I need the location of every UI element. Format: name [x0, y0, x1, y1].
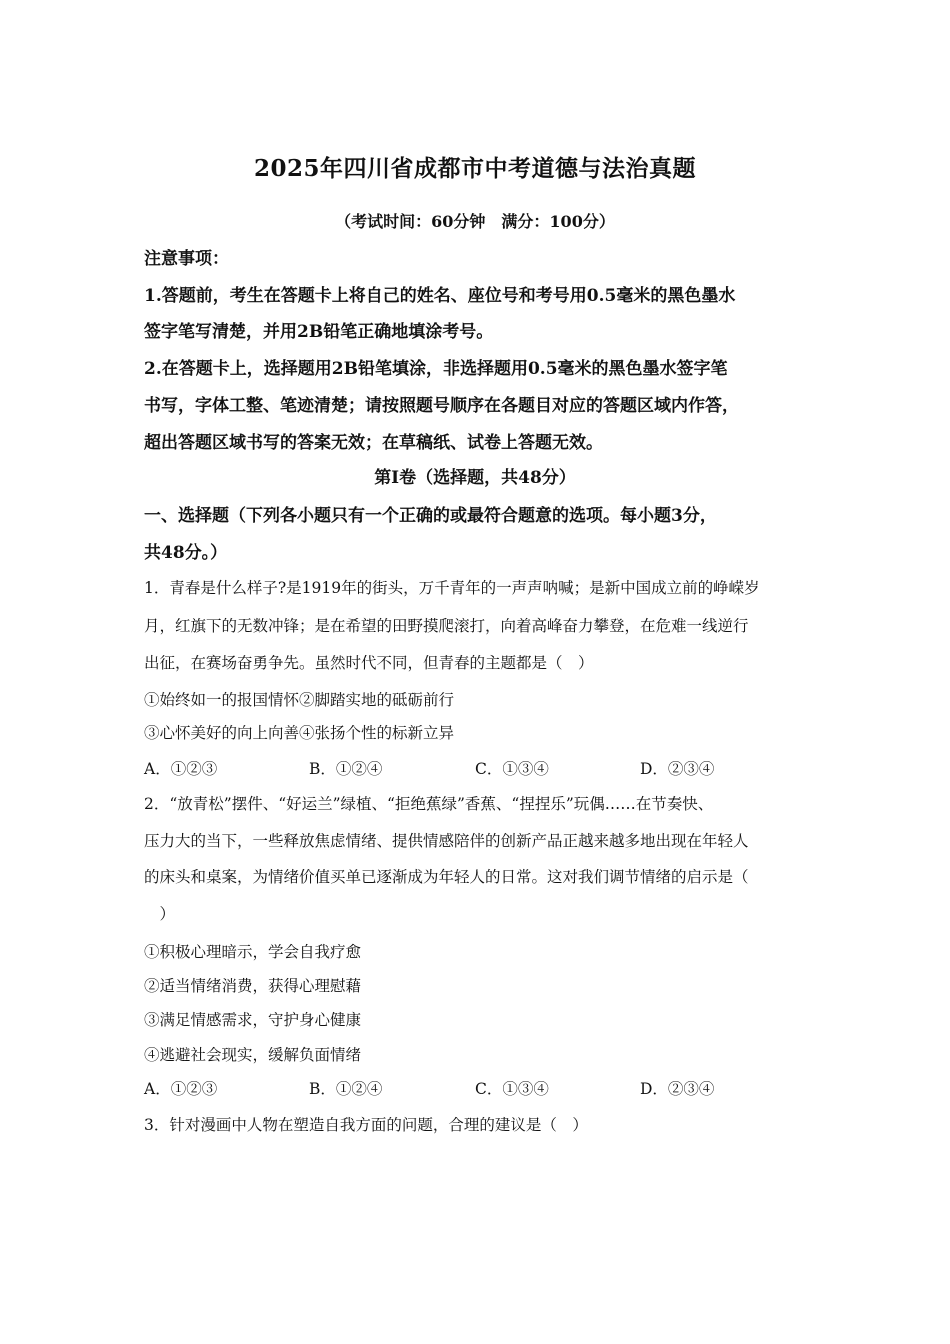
notice-line: 1.答题前，考生在答题卡上将自己的姓名、座位号和考号用0.5毫米的黑色墨水: [144, 286, 736, 306]
option-b[interactable]: B．①②④: [309, 1080, 383, 1098]
question-2-item: ④逃避社会现实，缓解负面情绪: [144, 1046, 362, 1064]
question-1-item: ①始终如一的报国情怀②脚踏实地的砥砺前行: [144, 691, 455, 709]
section-heading: 共48分。）: [144, 543, 228, 563]
question-2-item: ①积极心理暗示，学会自我疗愈: [144, 943, 362, 961]
exam-info: （考试时间：60分钟 满分：100分）: [335, 212, 615, 231]
question-3-stem: 3．针对漫画中人物在塑造自我方面的问题，合理的建议是（ ）: [144, 1116, 588, 1134]
option-b[interactable]: B．①②④: [309, 760, 383, 778]
notice-heading: 注意事项：: [144, 249, 229, 269]
question-2-stem: 压力大的当下，一些释放焦虑情绪、提供情感陪伴的创新产品正越来越多地出现在年轻人: [144, 832, 749, 850]
option-d[interactable]: D．②③④: [640, 760, 715, 778]
part-heading: 第I卷（选择题，共48分）: [374, 468, 576, 488]
notice-line: 签字笔写清楚，并用2B铅笔正确地填涂考号。: [144, 322, 494, 342]
notice-line: 超出答题区域书写的答案无效；在草稿纸、试卷上答题无效。: [144, 433, 603, 453]
question-1-stem: 1．青春是什么样子?是1919年的街头，万千青年的一声声呐喊；是新中国成立前的峥嵘岁: [144, 579, 760, 597]
option-c[interactable]: C．①③④: [475, 1080, 549, 1098]
question-2-item: ③满足情感需求，守护身心健康: [144, 1011, 362, 1029]
question-2-stem: ）: [144, 905, 176, 923]
question-1-stem: 出征，在赛场奋勇争先。虽然时代不同，但青春的主题都是（ ）: [144, 654, 594, 672]
notice-line: 书写，字体工整、笔迹清楚；请按照题号顺序在各题目对应的答题区域内作答，: [144, 396, 739, 416]
question-1-item: ③心怀美好的向上向善④张扬个性的标新立异: [144, 724, 455, 742]
option-a[interactable]: A．①②③: [144, 1080, 218, 1098]
question-2-stem: 的床头和桌案，为情绪价值买单已逐渐成为年轻人的日常。这对我们调节情绪的启示是（: [144, 868, 749, 886]
page-title: 2025年四川省成都市中考道德与法治真题: [253, 155, 696, 182]
option-c[interactable]: C．①③④: [475, 760, 549, 778]
question-2-item: ②适当情绪消费，获得心理慰藉: [144, 977, 362, 995]
question-1-stem: 月，红旗下的无数冲锋；是在希望的田野摸爬滚打，向着高峰奋力攀登，在危难一线逆行: [144, 617, 749, 635]
question-2-stem: 2．“放青松”摆件、“好运兰”绿植、“拒绝蕉绿”香蕉、“捏捏乐”玩偶……在节奏快、: [144, 795, 714, 813]
option-d[interactable]: D．②③④: [640, 1080, 715, 1098]
section-heading: 一、选择题（下列各小题只有一个正确的或最符合题意的选项。每小题3分，: [144, 506, 717, 526]
option-a[interactable]: A．①②③: [144, 760, 218, 778]
notice-line: 2.在答题卡上，选择题用2B铅笔填涂，非选择题用0.5毫米的黑色墨水签字笔: [144, 359, 728, 379]
